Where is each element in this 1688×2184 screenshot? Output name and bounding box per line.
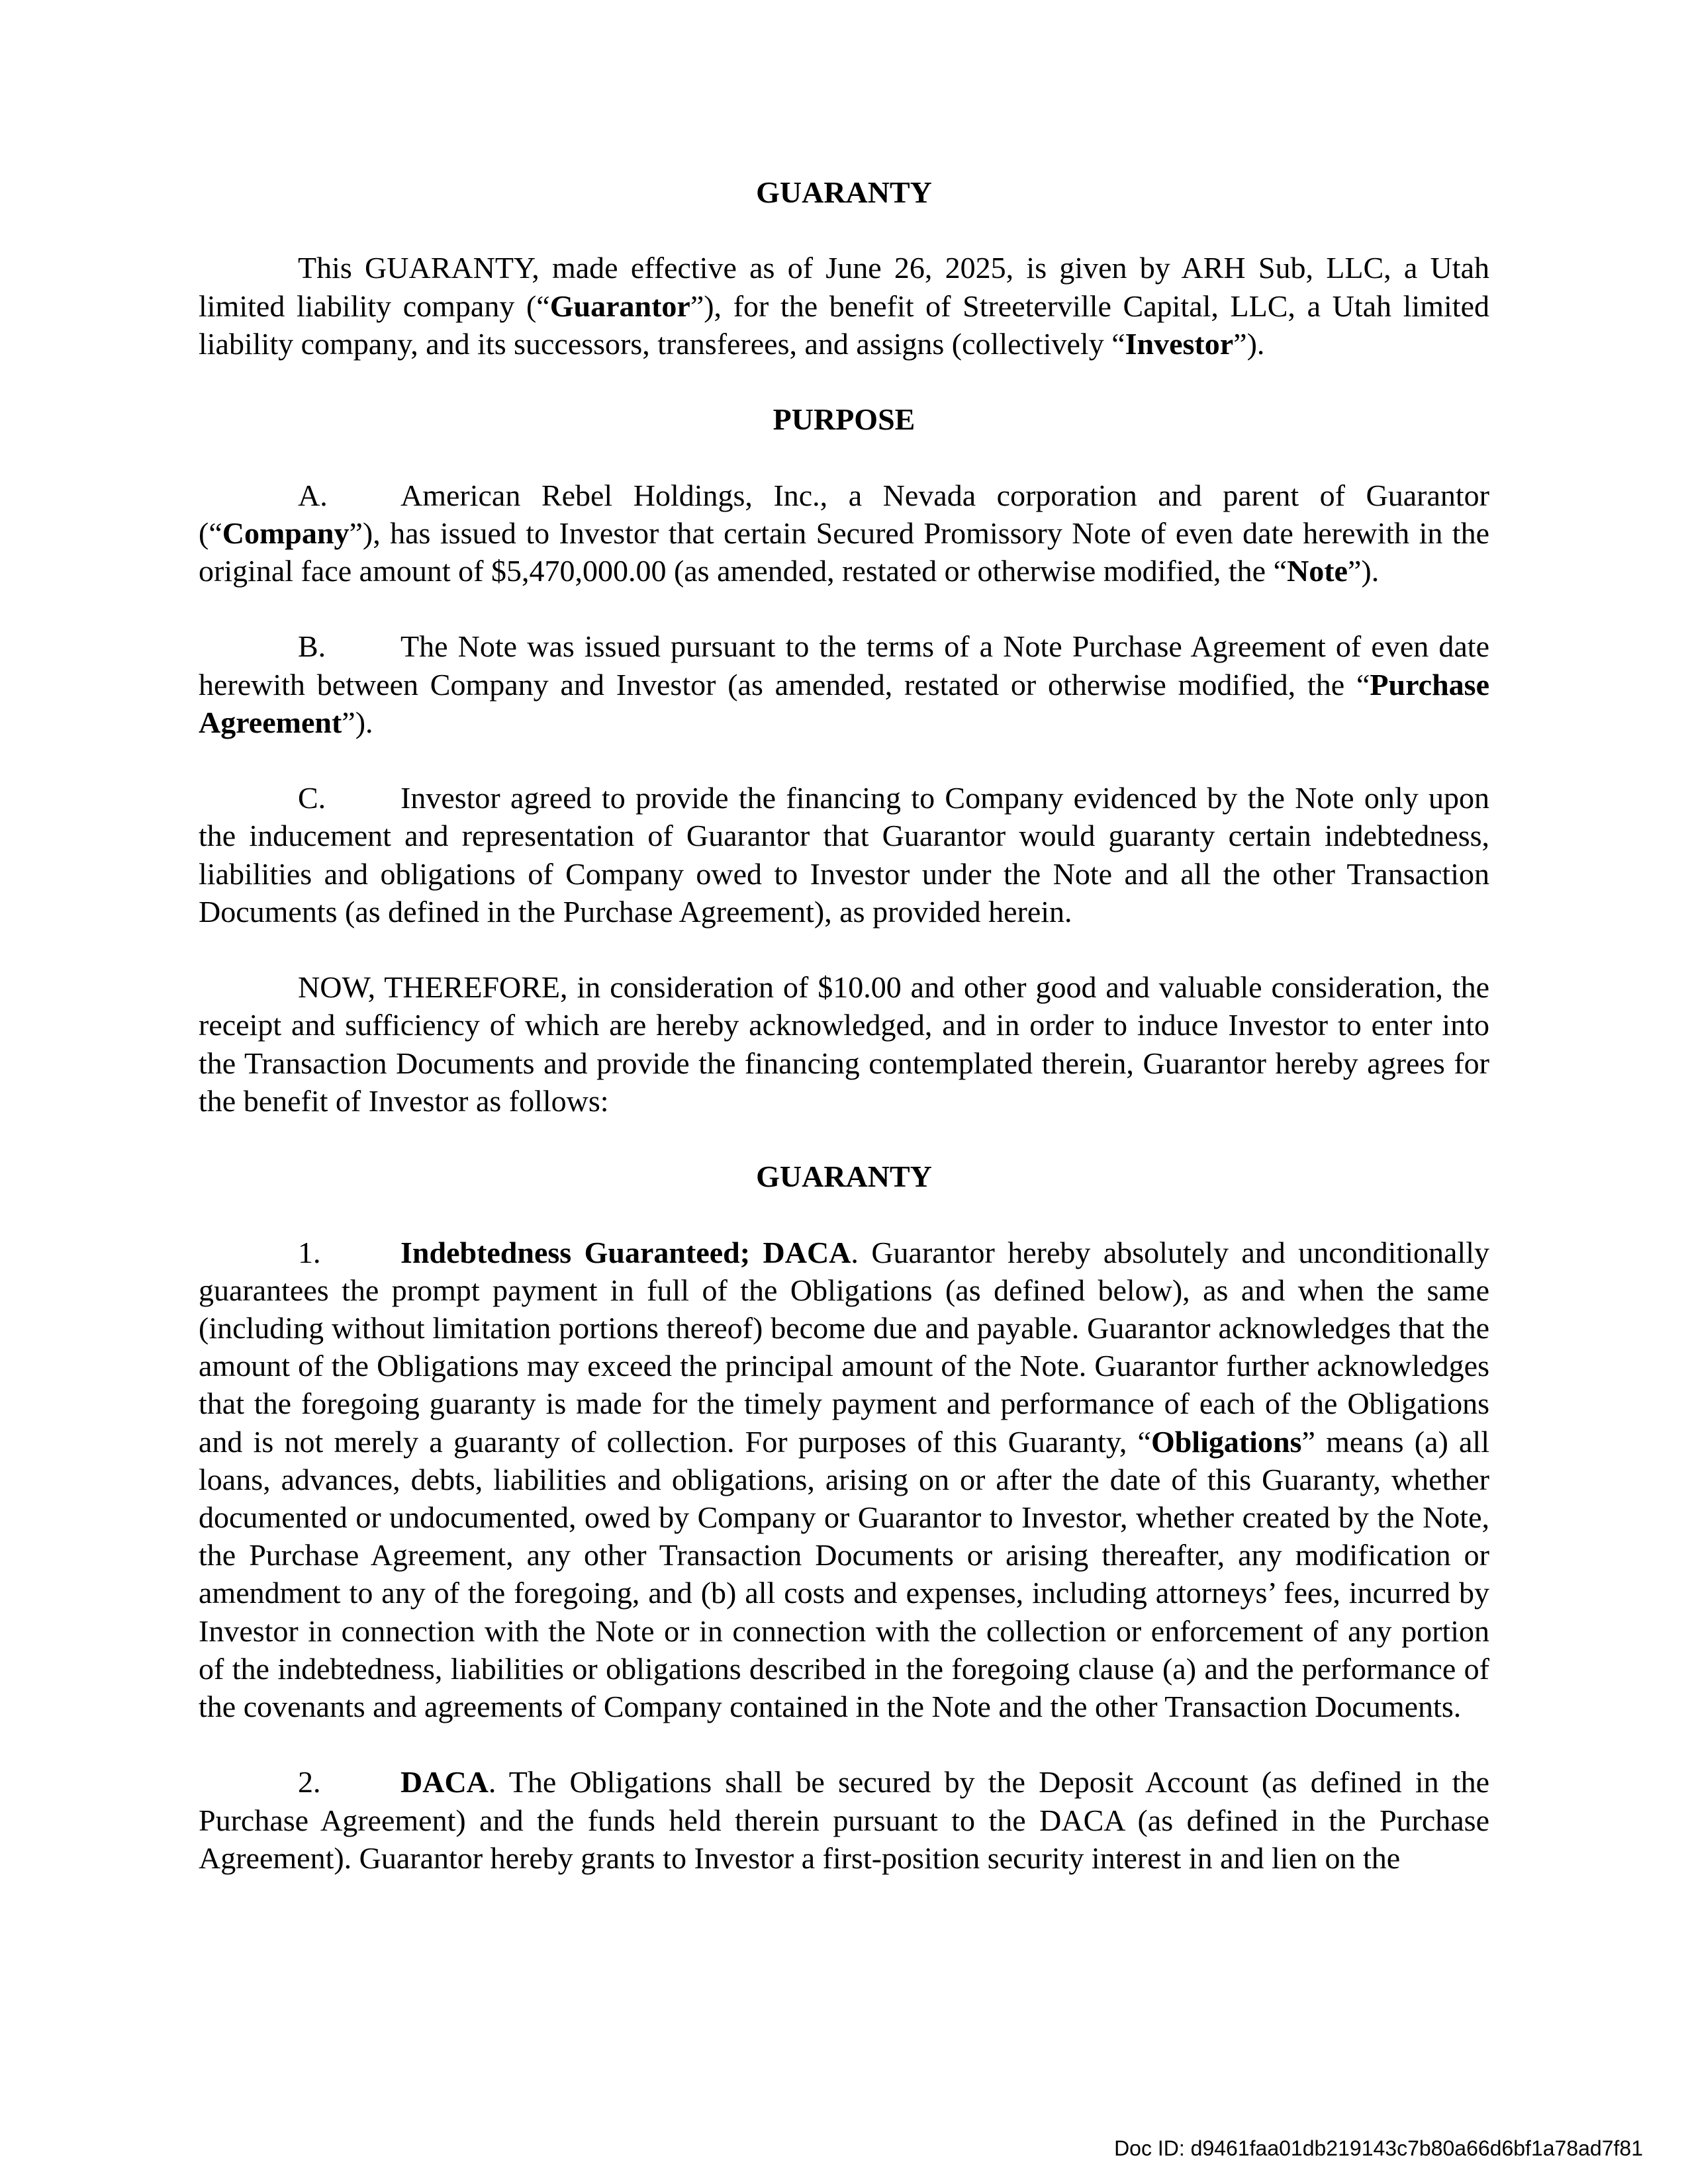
recital-c xyxy=(199,779,1489,931)
recital-c-label: C. xyxy=(298,781,326,815)
section-1 xyxy=(199,1234,1489,1726)
recital-a-text-1: American Rebel Holdings, Inc., a Nevada corporation and parent of Guarantor (“ xyxy=(199,478,1489,550)
defined-term-note: Note xyxy=(1286,553,1348,588)
section-1-title: Indebtedness Guaranteed; DACA xyxy=(400,1235,851,1269)
recital-a-label: A. xyxy=(298,478,328,512)
section-1-number: 1. xyxy=(298,1235,321,1269)
section-2 xyxy=(199,1763,1489,1877)
purpose-heading: PURPOSE xyxy=(773,402,915,437)
doc-id-footer: Doc ID: d9461faa01db219143c7b80a66d6bf1a78ad7f81 xyxy=(1114,2136,1643,2160)
intro-paragraph xyxy=(199,249,1489,363)
intro-text-2: ”), for the benefit of Streeterville Capital, LLC, a Utah limited liability company, and its successors, transferees, and assigns (collectively “ xyxy=(199,289,1489,361)
guaranty-heading: GUARANTY xyxy=(756,1160,932,1194)
recital-b-label: B. xyxy=(298,629,326,664)
defined-term-company: Company xyxy=(222,516,350,550)
recital-a-text-3: ”). xyxy=(1347,553,1380,588)
recital-c-text: Investor agreed to provide the financing to Company evidenced by the Note only upon the inducement and representation of Guarantor that Guarantor would guaranty certain indebtedness, liabilities and obligations of Company owed to Investor under the Note and all the other Transaction Documents (as defined in the Purchase Agreement), as provided herein. xyxy=(199,781,1489,929)
defined-term-purchase-agreement: Purchase Agreement xyxy=(199,667,1489,739)
intro-text-3: ”). xyxy=(1233,326,1265,361)
recital-b xyxy=(199,627,1489,741)
section-2-title: DACA xyxy=(400,1765,489,1799)
defined-term-guarantor: Guarantor xyxy=(549,289,690,323)
document-title: GUARANTY xyxy=(756,175,932,209)
recital-a xyxy=(199,477,1489,590)
recital-a-text-2: ”), has issued to Investor that certain Secured Promissory Note of even date herewith in the original face amount of $5,470,000.00 (as amended, restated or otherwise modified, the “ xyxy=(199,516,1489,588)
document-body xyxy=(199,173,1489,1877)
section-1-text-1: . Guarantor hereby absolutely and unconditionally guarantees the prompt payment in full of the Obligations (as defined below), as and when the same (including without limitation portions thereof) become due and payable. Guarantor acknowledges that the amount of the Obligations may exceed the principal amount of the Note. Guarantor further acknowledges that the foregoing guaranty is made for the timely payment and performance of each of the Obligations and is not merely a guaranty of collection. For purposes of this Guaranty, “ xyxy=(199,1235,1489,1459)
section-2-number: 2. xyxy=(298,1765,321,1799)
defined-term-investor: Investor xyxy=(1125,326,1234,361)
recital-b-text-2: ”). xyxy=(342,705,373,739)
defined-term-obligations: Obligations xyxy=(1150,1424,1302,1459)
recital-b-text-1: The Note was issued pursuant to the terms of a Note Purchase Agreement of even date herewith between Company and Investor (as amended, restated or otherwise modified, the “ xyxy=(199,629,1489,702)
now-therefore-paragraph: NOW, THEREFORE, in consideration of $10.00 and other good and valuable consideration, the receipt and sufficiency of which are hereby acknowledged, and in order to induce Investor to enter into the Transaction Documents and provide the financing contemplated therein, Guarantor hereby agrees for the benefit of Investor as follows: xyxy=(199,970,1489,1118)
section-1-text-2: ” means (a) all loans, advances, debts, liabilities and obligations, arising on or after the date of this Guaranty, whether documented or undocumented, owed by Company or Guarantor to Investor, whether created by the Note, the Purchase Agreement, any other Transaction Documents or arising thereafter, any modification or amendment to any of the foregoing, and (b) all costs and expenses, including attorneys’ fees, incurred by Investor in connection with the Note or in connection with the collection or enforcement of any portion of the indebtedness, liabilities or obligations described in the foregoing clause (a) and the performance of the covenants and agreements of Company contained in the Note and the other Transaction Documents. xyxy=(199,1424,1489,1723)
intro-text-1: This GUARANTY, made effective as of June 26, 2025, is given by ARH Sub, LLC, a Utah limited liability company (“ xyxy=(199,251,1489,323)
section-2-text: . The Obligations shall be secured by the Deposit Account (as defined in the Purchase Agreement) and the funds held therein pursuant to the DACA (as defined in the Purchase Agreement). Guarantor hereby grants to Investor a first-position security interest in and lien on the xyxy=(199,1765,1489,1875)
